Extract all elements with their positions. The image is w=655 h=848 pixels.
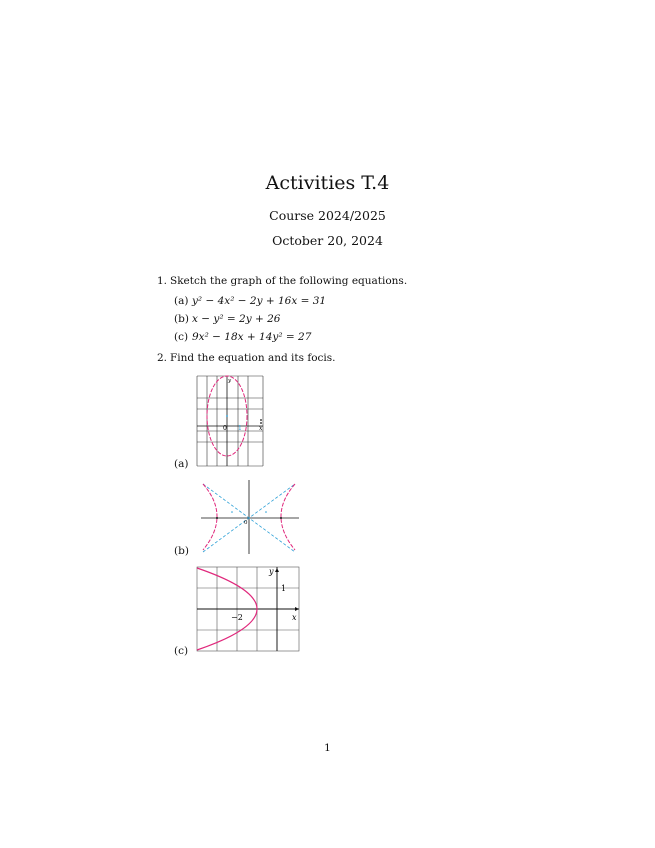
figure-label: (b) [174, 545, 189, 557]
x-axis-label: x [259, 425, 263, 432]
hyperbola-left-branch [203, 484, 217, 550]
focus-point [216, 517, 218, 519]
y-tick-label: 1 [281, 584, 287, 593]
hyperbola-figure [199, 478, 301, 556]
point-marker [260, 419, 262, 421]
item-label: (c) [174, 331, 189, 343]
document-date: October 20, 2024 [272, 233, 383, 248]
parabola-figure [195, 565, 303, 653]
document-title: Activities T.4 [265, 172, 390, 194]
x-tick-label: −2 [231, 613, 243, 622]
vertex-point [265, 511, 267, 513]
ellipse-figure [195, 374, 267, 468]
figure-label: (c) [174, 645, 189, 657]
vertex-point [231, 511, 233, 513]
origin-label: 0 [244, 520, 248, 526]
y-axis-arrow [275, 568, 279, 572]
equation-text: y² − 4x² − 2y + 16x = 31 [192, 295, 327, 307]
x-axis-label: x [292, 613, 297, 622]
y-axis-label: y [228, 378, 232, 384]
equation-text: x − y² = 2y + 26 [192, 313, 281, 325]
center-point [226, 415, 228, 417]
item-label: (b) [174, 313, 189, 325]
point-marker [260, 422, 262, 424]
question-text: Find the equation and its focis. [170, 352, 336, 364]
x-axis-arrow [295, 607, 299, 611]
origin-label: 0 [223, 425, 227, 432]
item-label: (a) [174, 295, 189, 307]
question-number: 2. [157, 352, 168, 364]
figure-label: (a) [174, 458, 189, 470]
equation-text: 9x² − 18x + 14y² = 27 [192, 331, 312, 343]
y-axis-label: y [269, 567, 274, 576]
page-number: 1 [324, 742, 331, 754]
question-number: 1. [157, 275, 168, 287]
question-text: Sketch the graph of the following equations. [170, 275, 408, 287]
focus-point [280, 517, 282, 519]
course-year: Course 2024/2025 [269, 208, 386, 223]
hyperbola-right-branch [281, 484, 295, 550]
tick-label: 1 [238, 425, 242, 432]
